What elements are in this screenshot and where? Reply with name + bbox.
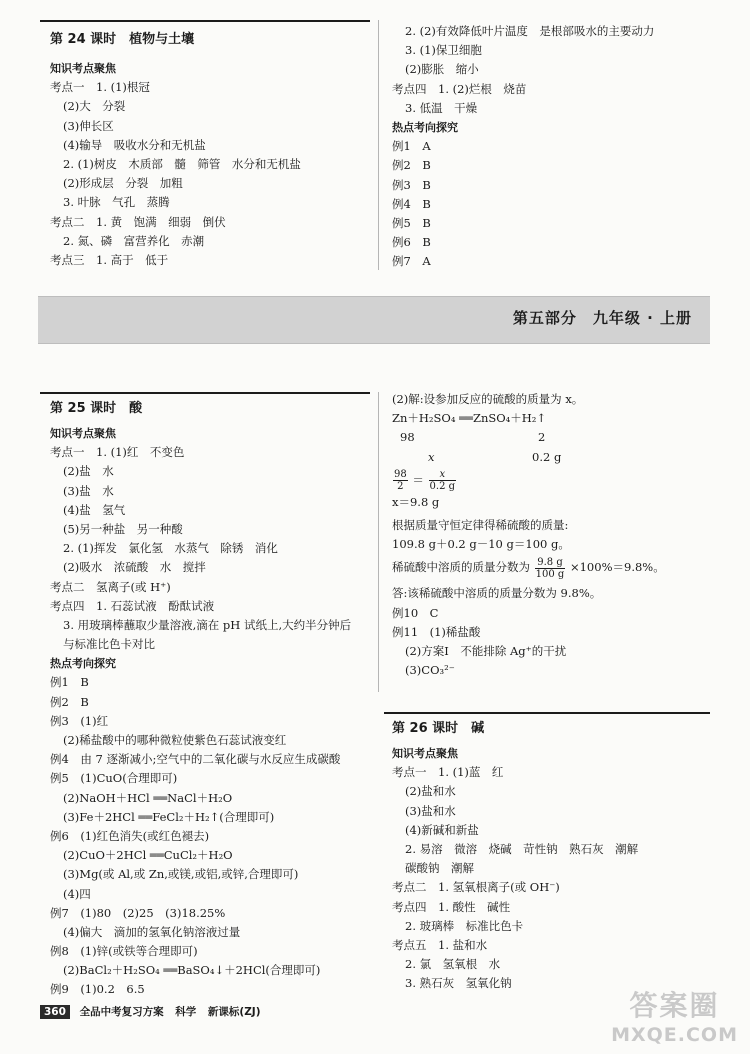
fraction-numerator: 98: [394, 469, 407, 481]
lesson25-hot-heading: 热点考向探究: [50, 657, 116, 671]
watermark-cn: 答案圈: [629, 989, 720, 1022]
lesson24-line: 考点一 1. (1)根冠: [50, 80, 150, 95]
lesson26-knowledge-heading: 知识考点聚焦: [392, 747, 458, 760]
column-divider: [378, 392, 379, 692]
lesson26-line: 考点五 1. 盐和水: [392, 937, 488, 952]
fraction-denominator: 100 g: [535, 568, 565, 580]
lesson24-right-line: 3. (1)保卫细胞: [405, 43, 482, 58]
lesson24-line: 3. 叶脉 气孔 蒸腾: [63, 195, 170, 210]
part-banner-title: 第五部分 九年级 · 上册: [512, 309, 692, 327]
lesson26-line: (4)新碱和新盐: [405, 822, 479, 837]
lesson25-title: 第 25 课时 酸: [50, 401, 143, 416]
lesson25-example: (4)四: [63, 886, 91, 901]
calc-intro: (2)解:设参加反应的硫酸的质量为 x。: [392, 392, 584, 406]
column-divider: [378, 20, 379, 270]
lesson24-knowledge-heading: 知识考点聚焦: [50, 62, 116, 75]
lesson25-line: (3)盐 水: [63, 483, 114, 498]
calc-mass-fraction: [535, 557, 566, 580]
lesson24-example: 例7 A: [392, 254, 431, 269]
calc-answer: 答:该稀硫酸中溶质的质量分数为 9.8%。: [392, 586, 602, 601]
lesson25-more-example: 例10 C: [392, 605, 439, 620]
lesson24-line: 考点二 1. 黄 饱满 细弱 倒伏: [50, 214, 226, 229]
lesson26-line: 2. 易溶 微溶 烧碱 苛性钠 熟石灰 潮解: [405, 841, 639, 856]
lesson24-example: 例4 B: [392, 196, 431, 211]
lesson25-line: 考点四 1. 石蕊试液 酚酞试液: [50, 598, 215, 613]
lesson25-line: 考点一 1. (1)红 不变色: [50, 445, 185, 460]
lesson25-example: 例4 由 7 逐渐减小;空气中的二氧化碳与水反应生成碳酸: [50, 752, 341, 767]
calc-proportion: [392, 467, 722, 493]
lesson25-line: (2)吸水 浓硫酸 水 搅拌: [63, 560, 206, 575]
lesson25-example: 例2 B: [50, 694, 89, 709]
calc-frac-prefix: 稀硫酸中溶质的质量分数为: [392, 560, 530, 575]
lesson24-example: 例6 B: [392, 235, 431, 250]
lesson25-line: 2. (1)挥发 氯化氢 水蒸气 除锈 消化: [63, 541, 278, 556]
fraction-numerator: 9.8 g: [535, 557, 566, 569]
lesson24-right-line: (2)膨胀 缩小: [405, 62, 479, 77]
calc-frac-suffix: ×100%＝9.8%。: [569, 560, 665, 575]
calc-fraction-left: [393, 469, 408, 492]
lesson26-line: 考点一 1. (1)蓝 红: [392, 765, 504, 780]
fraction-numerator: x: [429, 469, 456, 481]
lesson25-example: (3)Mg(或 Al,或 Zn,或镁,或铝,或锌,合理即可): [63, 867, 299, 882]
lesson25-example: (2)NaOH＋HCl ══NaCl＋H₂O: [63, 790, 233, 805]
lesson25-right-column: [392, 390, 722, 680]
lesson26-line: 2. 氯 氢氧根 水: [405, 957, 501, 972]
lesson24-example: 例5 B: [392, 215, 431, 230]
lesson25-line: 3. 用玻璃棒蘸取少量溶液,滴在 pH 试纸上,大约半分钟后: [63, 617, 352, 632]
calc-mass-text: 根据质量守恒定律得稀硫酸的质量:: [392, 517, 569, 532]
lesson25-example: 例6 (1)红色消失(或红色褪去): [50, 828, 210, 843]
lesson25-line: 考点二 氢离子(或 H⁺): [50, 579, 171, 594]
fraction-denominator: 2: [397, 481, 404, 493]
lesson25-example: (4)偏大 滴加的氢氧化钠溶液过量: [63, 924, 241, 939]
lesson26-line: 考点四 1. 酸性 碱性: [392, 899, 511, 914]
lesson25-top-rule: [40, 392, 370, 394]
book-subject: 科学: [175, 1006, 197, 1018]
lesson25-more-example: (3)CO₃²⁻: [405, 663, 455, 678]
lesson24-example: 例1 A: [392, 139, 431, 154]
lesson26-line: 考点二 1. 氢氧根离子(或 OH⁻): [392, 880, 560, 895]
page-number: 360: [40, 1005, 70, 1019]
lesson24-line: (3)伸长区: [63, 118, 114, 133]
lesson25-example: 例1 B: [50, 675, 89, 690]
lesson24-right-line: 2. (2)有效降低叶片温度 是根部吸水的主要动力: [405, 24, 655, 38]
lesson26-line: 2. 玻璃棒 标准比色卡: [405, 918, 524, 933]
lesson24-hot-heading: 热点考向探究: [392, 120, 458, 134]
lesson26-top-rule: [384, 712, 710, 714]
lesson25-example: 例5 (1)CuO(合理即可): [50, 771, 178, 786]
calc-ratio-row: [392, 448, 722, 467]
lesson25-example: (2)稀盐酸中的哪种微粒使紫色石蕊试液变红: [63, 733, 287, 747]
lesson26-line: 3. 熟石灰 氢氧化钠: [405, 976, 512, 991]
lesson25-more-example: (2)方案Ⅰ 不能排除 Ag⁺的干扰: [405, 643, 567, 658]
page-footer: [40, 1004, 261, 1019]
lesson26-line: (2)盐和水: [405, 784, 456, 799]
lesson24-example: 例3 B: [392, 177, 431, 192]
lesson24-top-rule: [40, 20, 370, 22]
calc-fraction-right: [429, 469, 456, 492]
lesson25-line: (4)盐 氢气: [63, 502, 126, 517]
lesson25-line: (2)盐 水: [63, 464, 114, 479]
lesson25-example: (2)CuO＋2HCl ══CuCl₂＋H₂O: [63, 848, 233, 863]
lesson24-right-column: [392, 22, 722, 271]
calc-ratio-row: [392, 428, 722, 447]
fraction-denominator: 0.2 g: [429, 481, 456, 493]
lesson25-example: 例9 (1)0.2 6.5: [50, 982, 145, 997]
lesson24-right-line: 考点四 1. (2)烂根 烧苗: [392, 81, 527, 96]
watermark-en: MXQE.COM: [611, 1024, 738, 1046]
lesson25-line: (5)另一种盐 另一种酸: [63, 521, 183, 536]
calc-row2-right: 0.2 g: [532, 449, 562, 464]
lesson24-example: 例2 B: [392, 158, 431, 173]
lesson24-line: 2. 氮、磷 富营养化 赤潮: [63, 233, 205, 248]
calc-fraction-line: [392, 554, 722, 580]
book-edition: 新课标(ZJ): [207, 1006, 261, 1018]
lesson24-line: (4)输导 吸收水分和无机盐: [63, 137, 206, 152]
lesson25-knowledge-heading: 知识考点聚焦: [50, 427, 116, 440]
watermark: [611, 984, 738, 1046]
lesson25-example: 例3 (1)红: [50, 713, 109, 728]
lesson25-example: 例8 (1)锌(或铁等合理即可): [50, 944, 198, 959]
lesson24-title: 第 24 课时 植物与土壤: [50, 32, 195, 47]
calc-row2-left: x: [428, 449, 435, 464]
lesson24-line: 考点三 1. 高于 低于: [50, 252, 169, 267]
calc-equals: ＝: [412, 472, 424, 487]
lesson26-line: (3)盐和水: [405, 803, 456, 818]
calc-row1-right: 2: [538, 430, 546, 445]
lesson24-line: (2)大 分裂: [63, 99, 126, 114]
lesson25-left-column: [50, 396, 380, 1000]
calc-equation: Zn＋H₂SO₄ ══ZnSO₄＋H₂↑: [392, 411, 547, 426]
lesson26-line: 碳酸钠 潮解: [405, 861, 474, 876]
lesson25-example: 例7 (1)80 (2)25 (3)18.25%: [50, 905, 226, 920]
calc-result: x＝9.8 g: [392, 494, 440, 509]
lesson26-column: [392, 716, 722, 993]
lesson25-line: 与标准比色卡对比: [63, 637, 155, 652]
lesson25-example: (3)Fe＋2HCl ══FeCl₂＋H₂↑(合理即可): [63, 809, 275, 824]
calc-mass-value: 109.8 g＋0.2 g－10 g＝100 g。: [392, 537, 570, 552]
lesson24-line: 2. (1)树皮 木质部 髓 筛管 水分和无机盐: [63, 156, 301, 171]
calc-row1-left: 98: [400, 430, 415, 445]
lesson25-more-example: 例11 (1)稀盐酸: [392, 624, 481, 639]
lesson24-line: (2)形成层 分裂 加粗: [63, 176, 183, 191]
lesson25-example: (2)BaCl₂＋H₂SO₄ ══BaSO₄↓＋2HCl(合理即可): [63, 963, 321, 978]
lesson24-right-line: 3. 低温 干燥: [405, 100, 478, 115]
lesson26-title: 第 26 课时 碱: [392, 721, 485, 736]
lesson24-left-column: [50, 27, 370, 270]
part-banner: [38, 296, 710, 344]
book-title: 全品中考复习方案: [79, 1006, 164, 1018]
